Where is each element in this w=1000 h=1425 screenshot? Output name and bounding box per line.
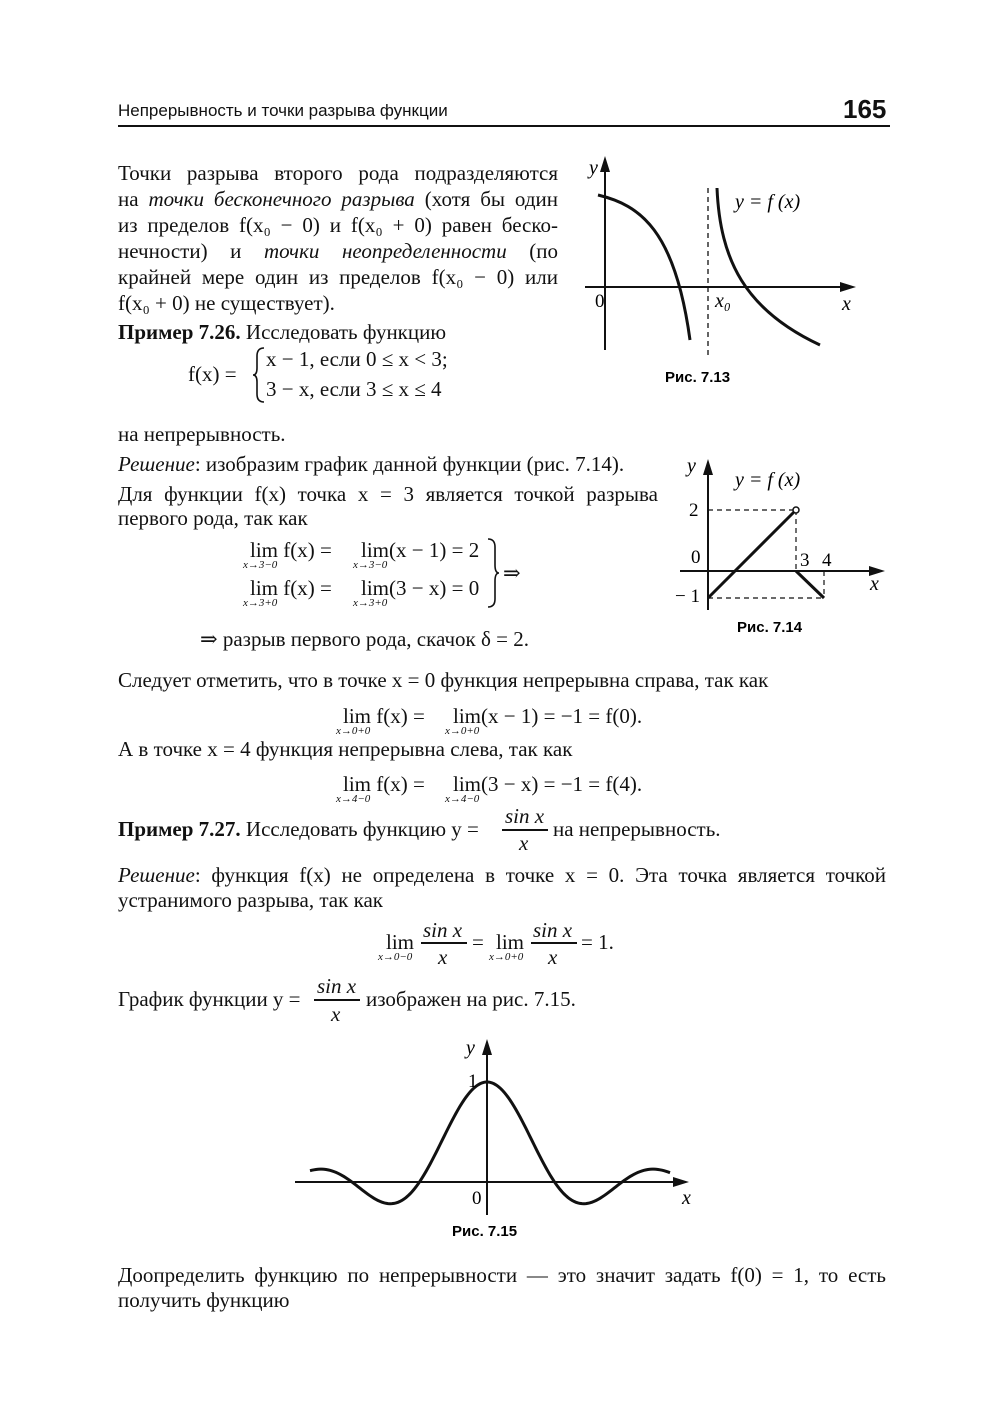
para-line: устранимого разрыва, так как: [118, 888, 383, 912]
x-arrow-icon: [840, 282, 856, 292]
para-line: на точки бесконечного разрыва (хотя бы один: [118, 187, 558, 211]
origin-label: 0: [472, 1188, 482, 1209]
figure-7-13: [570, 150, 870, 390]
sinc-curve: [310, 1082, 670, 1204]
limit-brace: [486, 537, 500, 609]
y-arrow-icon: [482, 1039, 492, 1055]
limit-sub: x→0+0: [336, 725, 371, 737]
para-line: из пределов f(x₀ − 0) и f(x₀ + 0) равен беско-: [118, 213, 558, 237]
tick-1: 1: [468, 1071, 478, 1092]
para-line: изображен на рис. 7.15.: [366, 987, 576, 1011]
y-arrow-icon: [600, 156, 610, 172]
figure-caption: Рис. 7.15: [452, 1223, 518, 1240]
function-label: y = f (x): [735, 469, 801, 491]
tick-3: 3: [800, 550, 810, 571]
open-point: [793, 507, 799, 513]
limit-result: = 1.: [581, 930, 614, 954]
limit-sub: x→0−0: [378, 951, 413, 963]
solution-7-27: Решение: функция f(x) не определена в точке x = 0. Эта точка является точкой: [118, 863, 886, 887]
para-line: на непрерывность.: [553, 817, 721, 841]
figure-7-15: [280, 1030, 710, 1245]
x-label: x: [842, 293, 851, 315]
x0-label: x₀: [715, 290, 731, 312]
limit-left-value: lim(x − 1) = 2: [361, 538, 480, 562]
limit-sub: x→3+0: [243, 597, 278, 609]
segment-x-minus-1: [708, 512, 794, 598]
fraction-denominator: x: [331, 1002, 341, 1026]
limit-sub: x→0+0: [445, 725, 480, 737]
figure-caption: Рис. 7.13: [665, 369, 731, 386]
tick-4: 4: [822, 550, 832, 571]
piecewise-case-1: x − 1, если 0 ≤ x < 3;: [266, 347, 448, 371]
fraction-numerator: sin x: [505, 804, 545, 828]
fraction-denominator: x: [548, 945, 558, 969]
limit-right: lim f(x) =: [250, 576, 332, 600]
x-arrow-icon: [673, 1177, 689, 1187]
limit-lim: lim: [496, 930, 525, 954]
implies-symbol: ⇒: [503, 561, 521, 585]
header-rule: [118, 125, 890, 127]
limit-sub: x→0+0: [489, 951, 524, 963]
continuity-right-limit: lim f(x) =: [343, 704, 425, 728]
y-arrow-icon: [703, 459, 713, 475]
fraction-denominator: x: [519, 831, 529, 855]
piecewise-lhs: f(x) =: [188, 362, 237, 386]
continuity-left-value: lim(3 − x) = −1 = f(4).: [453, 772, 643, 796]
para-line: Доопределить функцию по непрерывности — это значит задать f(0) = 1, то есть: [118, 1263, 886, 1287]
example-7-26: Пример 7.26. Исследовать функцию: [118, 320, 447, 344]
limit-right-value: lim(3 − x) = 0: [361, 576, 480, 600]
continuity-left-limit: lim f(x) =: [343, 772, 425, 796]
x-label: x: [870, 573, 879, 595]
curve-left-branch: [598, 195, 690, 340]
example-7-27: Пример 7.27. Исследовать функцию y =: [118, 817, 479, 841]
limit-lim: lim: [386, 930, 415, 954]
para-line: получить функцию: [118, 1288, 290, 1312]
continuity-right-value: lim(x − 1) = −1 = f(0).: [453, 704, 643, 728]
limit-sub: x→4−0: [336, 793, 371, 805]
limit-sub: x→4−0: [445, 793, 480, 805]
limit-sub: x→3−0: [353, 559, 388, 571]
x-label: x: [682, 1187, 691, 1209]
y-label: y: [589, 157, 598, 179]
para-line: на непрерывность.: [118, 422, 286, 446]
origin-label: 0: [691, 547, 701, 568]
limit-sub: x→3−0: [243, 559, 278, 571]
fraction-numerator: sin x: [423, 918, 463, 942]
y-label: y: [687, 455, 696, 477]
figure-caption: Рис. 7.14: [737, 619, 803, 636]
para-line: f(x₀ + 0) не существует).: [118, 291, 335, 315]
piecewise-brace: [252, 346, 266, 404]
segment-3-minus-x: [796, 571, 824, 598]
para-line: нечности) и точки неопределенности (по: [118, 239, 559, 263]
fraction-numerator: sin x: [317, 974, 357, 998]
para-line: крайней мере один из пределов f(x₀ − 0) или: [118, 265, 558, 289]
piecewise-case-2: 3 − x, если 3 ≤ x ≤ 4: [266, 377, 442, 401]
function-label: y = f (x): [735, 191, 801, 213]
origin-label: 0: [595, 291, 605, 312]
para-line: первого рода, так как: [118, 506, 308, 530]
limit-sub: x→3+0: [353, 597, 388, 609]
solution-7-26: Решение: изобразим график данной функции (рис. 7.14).: [118, 452, 625, 476]
para-line: А в точке x = 4 функция непрерывна слева, так как: [118, 737, 573, 761]
fraction-denominator: x: [438, 945, 448, 969]
para-line: График функции y =: [118, 987, 301, 1011]
conclusion-7-26: ⇒ разрыв первого рода, скачок δ = 2.: [200, 627, 529, 651]
limit-left: lim f(x) =: [250, 538, 332, 562]
y-label: y: [466, 1037, 475, 1059]
page-number: 165: [843, 94, 887, 124]
tick-2: 2: [689, 500, 699, 521]
tick-minus-1: − 1: [675, 586, 700, 607]
para-line: Точки разрыва второго рода подразделяются: [118, 161, 558, 185]
running-header: Непрерывность и точки разрыва функции: [118, 101, 448, 120]
equals-sign: =: [472, 930, 484, 954]
figure-7-14: [660, 450, 900, 640]
fraction-numerator: sin x: [533, 918, 573, 942]
para-line: Следует отметить, что в точке x = 0 функция непрерывна справа, так как: [118, 668, 769, 692]
para-line: Для функции f(x) точка x = 3 является точкой разрыва: [118, 482, 658, 506]
